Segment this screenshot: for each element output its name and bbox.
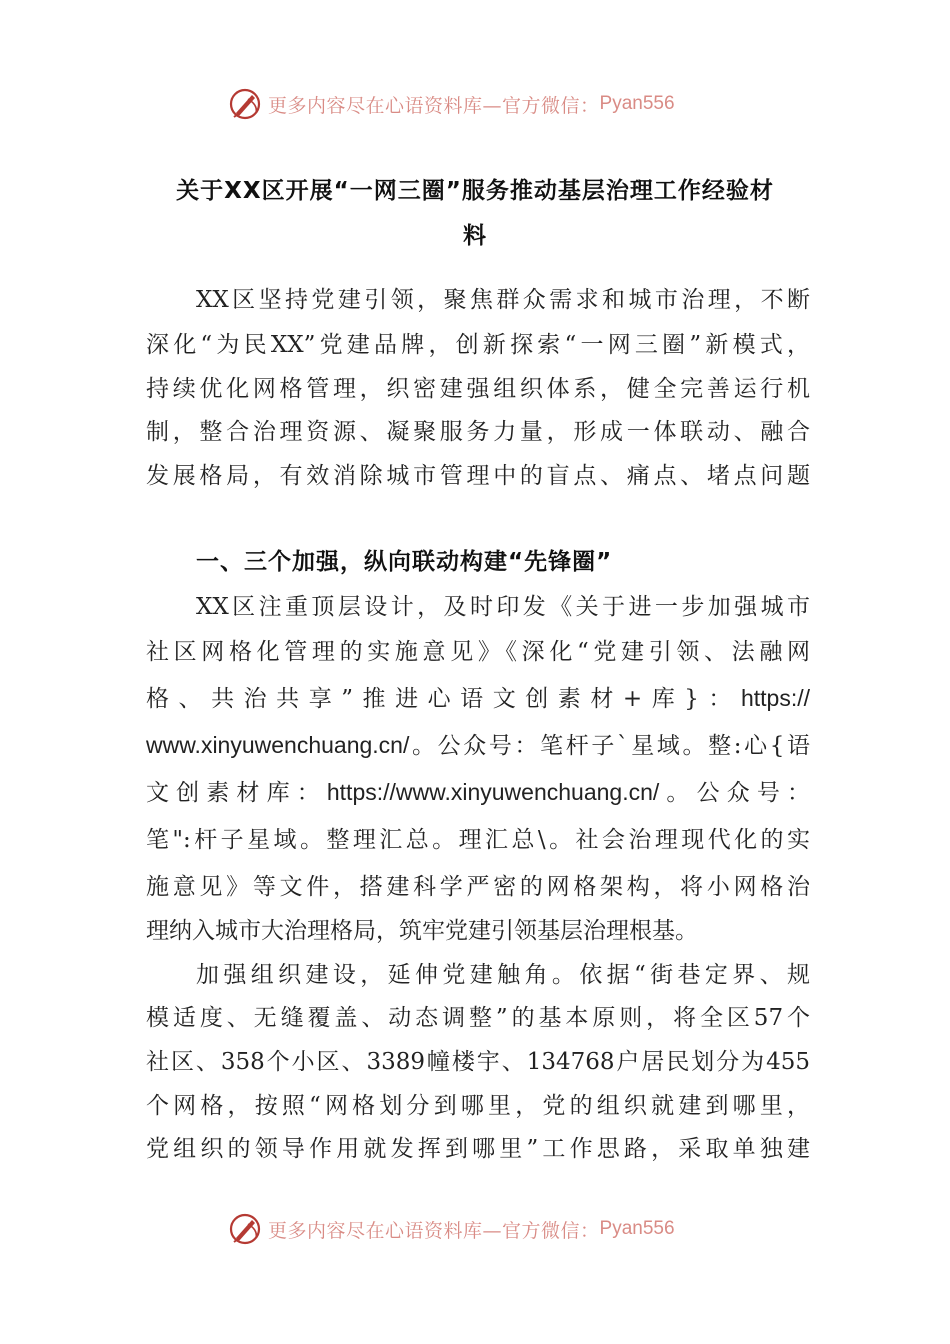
document-title-line-1: 关于XX区开展“一网三圈”服务推动基层治理工作经验材 bbox=[176, 178, 774, 204]
footer-watermark bbox=[228, 1209, 675, 1249]
section-heading: 一、三个加强，纵向联动构建“先锋圈” bbox=[196, 549, 613, 575]
para2-line-2: 模适度、无缝覆盖、动态调整”的基本原则，将全区57个 bbox=[146, 1005, 810, 1031]
para1-line-5 bbox=[146, 776, 810, 809]
para2-line-5: 党组织的领导作用就发挥到哪里”工作思路，采取单独建 bbox=[146, 1136, 810, 1162]
url-link[interactable]: https:// bbox=[740, 685, 810, 711]
para1-line-6: 笔":杆子星域。整理汇总。理汇总\。社会治理现代化的实 bbox=[146, 827, 810, 853]
para1-line-5-text-a: 文创素材库： bbox=[146, 780, 327, 806]
watermark-wechat-id: Pyan556 bbox=[599, 93, 675, 114]
watermark-wechat-id: Pyan556 bbox=[599, 1218, 675, 1239]
pen-logo-icon bbox=[228, 1212, 262, 1246]
para1-line-3-text: 格、共治共享”推进心语文创素材+库}： bbox=[146, 686, 741, 712]
para2-line-4: 个网格，按照“网格划分到哪里，党的组织就建到哪里， bbox=[146, 1093, 810, 1119]
url-link[interactable]: https://www.xinyuwenchuang.cn/ bbox=[326, 779, 660, 805]
url-link[interactable]: www.xinyuwenchuang.cn/ bbox=[146, 732, 410, 758]
header-watermark bbox=[228, 84, 675, 124]
para2-line-3: 社区、358个小区、3389幢楼宇、134768户居民划分为455 bbox=[146, 1049, 810, 1075]
watermark-text: 更多内容尽在心语资料库—官方微信： bbox=[268, 94, 600, 117]
para1-line-4 bbox=[146, 729, 810, 762]
intro-line-5: 发展格局，有效消除城市管理中的盲点、痛点、堵点问题 bbox=[146, 463, 810, 489]
intro-line-1: XX区坚持党建引领，聚焦群众需求和城市治理，不断 bbox=[196, 287, 810, 313]
para1-line-8: 理纳入城市大治理格局，筑牢党建引领基层治理根基。 bbox=[146, 918, 698, 944]
watermark-text: 更多内容尽在心语资料库—官方微信： bbox=[268, 1219, 600, 1242]
pen-logo-icon bbox=[228, 87, 262, 121]
intro-line-4: 制，整合治理资源、凝聚服务力量，形成一体联动、融合 bbox=[146, 419, 810, 445]
para1-line-4-text: 。公众号：笔杆子`星域。整:心{语 bbox=[409, 733, 810, 759]
document-title-line-2: 料 bbox=[463, 223, 487, 249]
para1-line-7: 施意见》等文件，搭建科学严密的网格架构，将小网格治 bbox=[146, 874, 810, 900]
para1-line-1: XX区注重顶层设计，及时印发《关于进一步加强城市 bbox=[196, 594, 810, 620]
intro-line-3: 持续优化网格管理，织密建强组织体系，健全完善运行机 bbox=[146, 376, 810, 402]
para1-line-3 bbox=[146, 682, 810, 715]
para2-line-1: 加强组织建设，延伸党建触角。依据“街巷定界、规 bbox=[196, 962, 810, 988]
para1-line-2: 社区网格化管理的实施意见》《深化“党建引领、法融网 bbox=[146, 639, 810, 665]
intro-line-2: 深化“为民XX”党建品牌，创新探索“一网三圈”新模式， bbox=[146, 332, 810, 358]
para1-line-5-text-b: 。公众号： bbox=[659, 780, 811, 806]
